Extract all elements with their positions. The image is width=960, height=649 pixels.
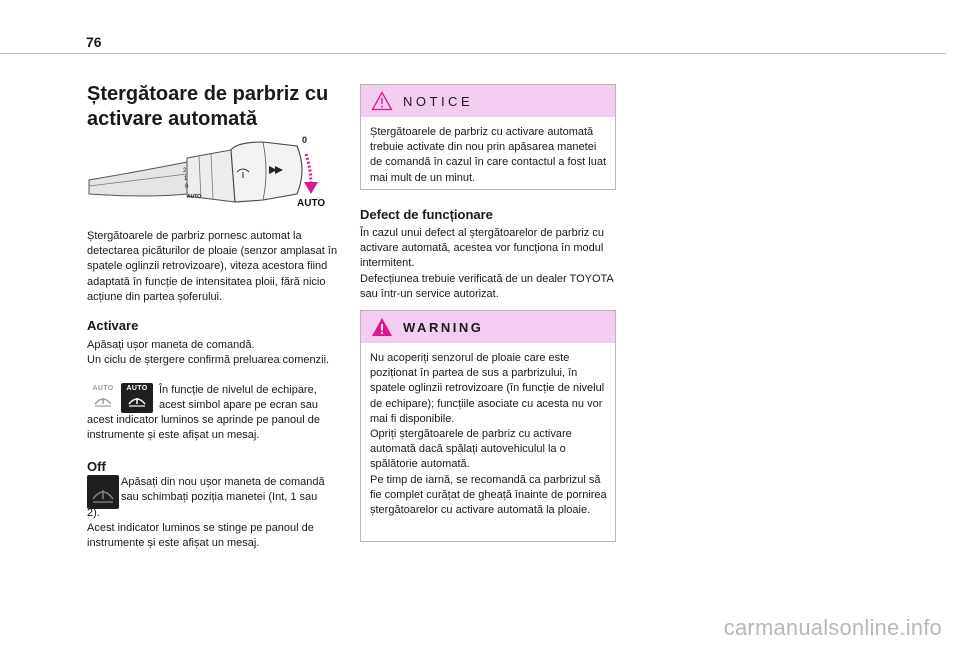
warning-header — [361, 311, 615, 343]
off-heading: Off — [87, 459, 106, 474]
watermark: carmanualsonline.info — [723, 615, 942, 640]
notice-header — [361, 85, 615, 117]
warning-box — [360, 310, 616, 542]
wiper-stalk-diagram — [87, 132, 337, 216]
warning-triangle-icon — [371, 317, 393, 337]
off-after-icon-text: 2). Acest indicator luminos se stinge pe panoul de instrumente și este afișat un mesaj. — [87, 507, 314, 550]
defect-paragraph: În cazul unui defect al ștergătoarelor de parbriz cu activare automată, acestea vor funcționa în modul intermitent. Defecțiunea trebuie verificată de un dealer TOYOTA sau într-un service autorizat. — [360, 227, 614, 300]
warning-text: Nu acoperiți senzorul de ploaie care este poziționat în partea de sus a parbrizului, în spatele oglinzii retrovizoare (în funcție de nivelul de echipare); funcțiile asociate cu acesta nu vor mai fi disponibile. Opriți ștergătoarele de parbriz cu activare automată dacă spălați autovehiculul la o spălătorie automată. Pe timp de iarnă, se recomandă ca parbrizul să fie complet curățat de gheață înainte de pornirea ștergătoarelor cu activare automată la ploaie. — [370, 352, 607, 517]
activare-heading: Activare — [87, 318, 139, 333]
activare-paragraph: Apăsați ușor maneta de comandă. Un ciclu de ștergere confirmă preluarea comenzii. — [87, 339, 330, 367]
wiper-off-icon — [87, 475, 119, 509]
auto-wiper-gray-icon — [87, 383, 119, 413]
page-number: 76 — [86, 34, 102, 50]
defect-heading: Defect de funcționare — [360, 207, 493, 222]
press-arrow-icon — [306, 154, 311, 184]
notice-box — [360, 84, 616, 190]
notice-label: NOTICE — [403, 93, 474, 109]
auto-wiper-dark-icon — [121, 383, 153, 413]
auto-icon-label-dark: AUTO — [126, 385, 148, 392]
auto-icon-text: În funcție de nivelul de echipare, acest simbol apare pe ecran sau — [159, 384, 318, 412]
notice-text: Ștergătoarele de parbriz cu activare automată trebuie activate din nou prin apăsarea manetei de comandă în cazul în care contactul a fost luat mai mult de un minut. — [370, 126, 607, 184]
warning-label: WARNING — [403, 319, 484, 335]
diagram-label-0: 0 — [185, 184, 189, 190]
header-divider — [0, 53, 946, 54]
diagram-label-0-top: 0 — [302, 135, 308, 145]
notice-warning-triangle-icon — [371, 91, 393, 111]
diagram-label-auto: AUTO — [297, 198, 326, 209]
diagram-label-1: 1 — [184, 176, 188, 182]
auto-after-icon-text: acest indicator luminos se aprinde pe panoul de instrumente și este afișat un mesaj. — [87, 414, 320, 442]
diagram-label-auto-small: AUTO — [187, 194, 202, 200]
auto-icon-label: AUTO — [92, 385, 114, 392]
page-title: Ștergătoare de parbriz cu activare automată — [87, 83, 329, 130]
intro-paragraph: Ștergătoarele de parbriz pornesc automat la detectarea picăturilor de ploaie (senzor amplasat în spatele oglinzii retrovizoare), viteza acestora fiind adaptată în funcție de intensitatea ploii, fără nicio acțiune din partea șoferului. — [87, 230, 338, 303]
diagram-label-2: 2 — [183, 168, 187, 174]
off-icon-text: Apăsați din nou ușor maneta de comandă sau schimbați poziția manetei (Int, 1 sau — [121, 476, 325, 504]
